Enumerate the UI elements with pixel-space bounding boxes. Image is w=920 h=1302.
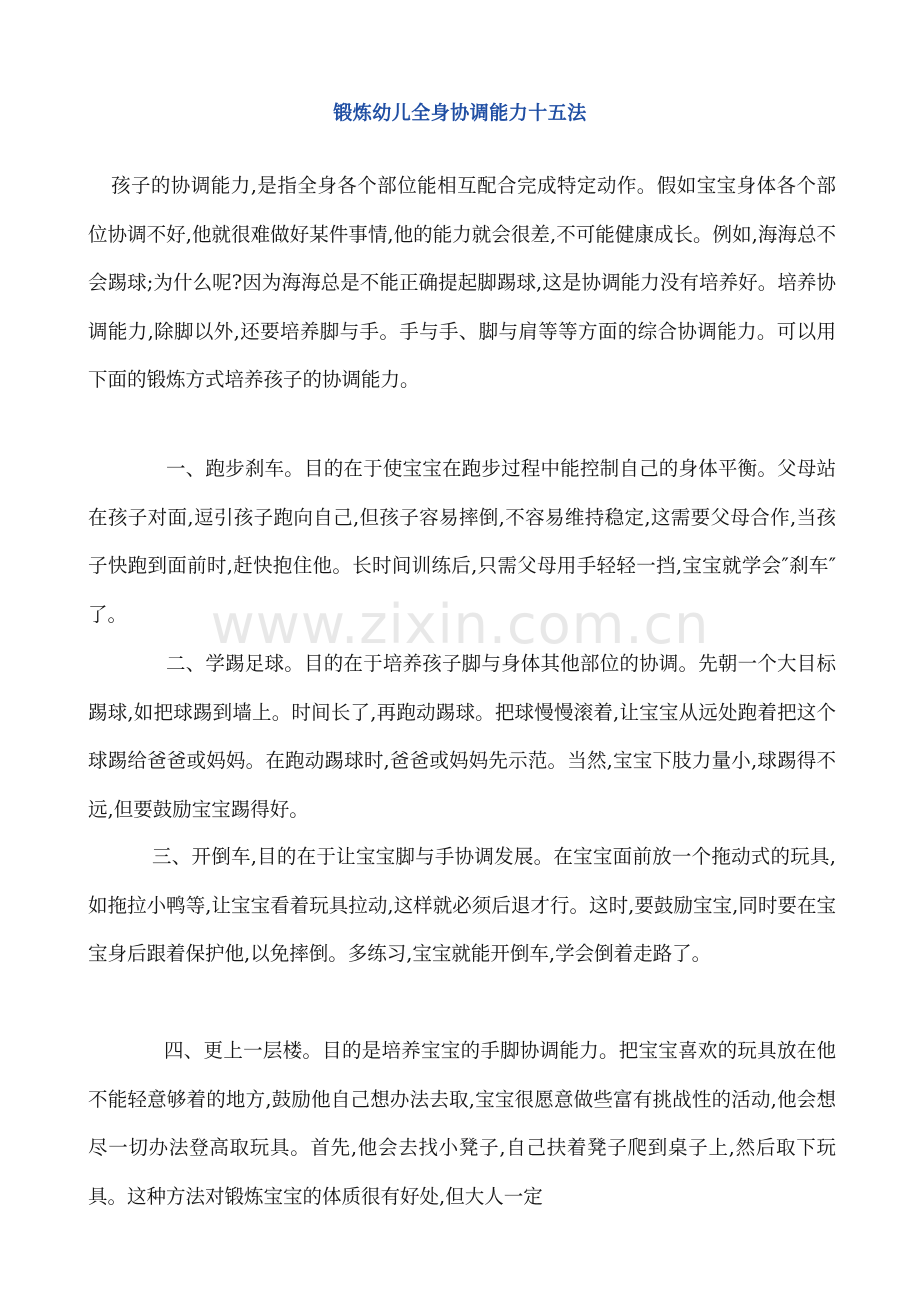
method-1-paragraph: 一、跑步刹车。目的在于使宝宝在跑步过程中能控制自己的身体平衡。父母站在孩子对面,逗引孩子跑向自己,但孩子容易摔倒,不容易维持稳定,这需要父母合作,当孩子快跑到面前时,赶快抱住他。长时间训练后,只需父母用手轻轻一挡,宝宝就学会″刹车″了。 xyxy=(88,457,836,626)
watermark: www.zixin.com.cn xyxy=(210,593,710,656)
intro-paragraph: 孩子的协调能力,是指全身各个部位能相互配合完成特定动作。假如宝宝身体各个部位协调不好,他就很难做好某件事情,他的能力就会很差,不可能健康成长。例如,海海总不会踢球;为什么呢?因为海海总是不能正确提起脚踢球,这是协调能力没有培养好。培养协调能力,除脚以外,还要培养脚与手。手与手、脚与肩等等方面的综合协调能力。可以用下面的锻炼方式培养孩子的协调能力。 xyxy=(88,174,836,391)
method-4-paragraph: 四、更上一层楼。目的是培养宝宝的手脚协调能力。把宝宝喜欢的玩具放在他不能轻意够着的地方,鼓励他自己想办法去取,宝宝很愿意做些富有挑战性的活动,他会想尽一切办法登高取玩具。首先,他会去找小凳子,自己扶着凳子爬到桌子上,然后取下玩具。这种方法对锻炼宝宝的体质很有好处,但大人一定 xyxy=(88,1039,836,1208)
document-title: 锻炼幼儿全身协调能力十五法 xyxy=(333,102,587,124)
method-2-paragraph: 二、学踢足球。目的在于培养孩子脚与身体其他部位的协调。先朝一个大目标踢球,如把球踢到墙上。时间长了,再跑动踢球。把球慢慢滚着,让宝宝从远处跑着把这个球踢给爸爸或妈妈。在跑动踢球时,爸爸或妈妈先示范。当然,宝宝下肢力量小,球踢得不远,但要鼓励宝宝踢得好。 xyxy=(88,652,836,821)
method-3-paragraph: 三、开倒车,目的在于让宝宝脚与手协调发展。在宝宝面前放一个拖动式的玩具,如拖拉小鸭等,让宝宝看着玩具拉动,这样就必须后退才行。这时,要鼓励宝宝,同时要在宝宝身后跟着保护他,以免摔倒。多练习,宝宝就能开倒车,学会倒着走路了。 xyxy=(88,845,836,965)
